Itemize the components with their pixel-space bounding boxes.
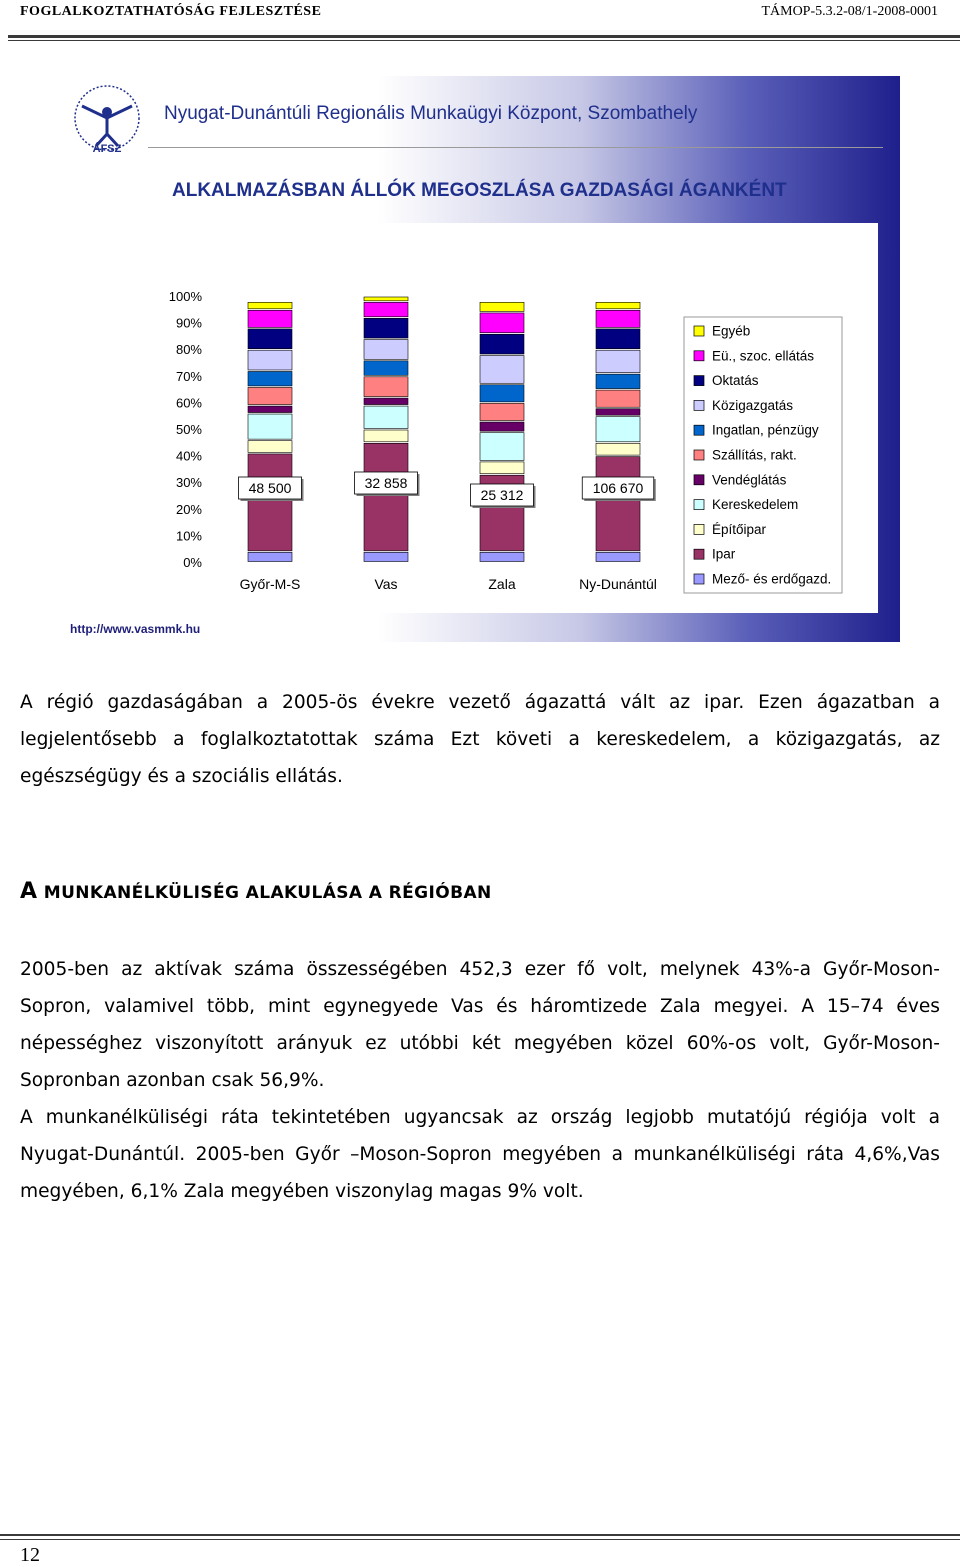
bar-segment: [596, 457, 640, 551]
total-label: 25 312: [480, 487, 524, 503]
paragraph-unemployment-rate: A munkanélküliségi ráta tekintetében ugyancsak az ország legjobb mutatójú régiója volt a Nyugat-Dunántúl. 2005-ben Győr –Moson-Sopron megyében a munkanélküliségi ráta 4,6%,Vas megyében, 6,1% Zala megyében viszonylag magas 9% volt.: [20, 1107, 940, 1202]
legend-label: Eü., szoc. ellátás: [712, 348, 815, 364]
legend-swatch: [694, 326, 704, 336]
section-heading-initial: A: [20, 879, 38, 904]
y-tick-label: 0%: [183, 555, 202, 570]
y-tick-label: 100%: [168, 289, 202, 304]
org-title: Nyugat-Dunántúli Regionális Munkaügyi Központ, Szombathely: [164, 103, 698, 124]
legend-swatch: [694, 400, 704, 410]
bar-segment: [364, 297, 408, 301]
legend-label: Egyéb: [712, 323, 751, 339]
legend-label: Vendéglátás: [712, 472, 787, 488]
bar-segment: [480, 385, 524, 402]
bar-segment: [480, 302, 524, 311]
bar-segment: [596, 350, 640, 372]
bar-segment: [248, 552, 292, 561]
page-header: [0, 0, 960, 40]
bar-segment: [480, 552, 524, 561]
bar-segment: [480, 433, 524, 461]
bar-segment: [596, 443, 640, 455]
section-heading-rest: MUNKANÉLKÜLISÉG ALAKULÁSA A RÉGIÓBAN: [37, 883, 492, 903]
y-tick-label: 30%: [175, 475, 202, 491]
total-label: 106 670: [592, 480, 644, 496]
legend-swatch: [694, 574, 704, 584]
header-rule: [8, 35, 960, 38]
footer-rule: [0, 1534, 960, 1536]
chart-panel: [144, 223, 878, 613]
logo-text: ÁFSZ: [92, 143, 122, 154]
x-tick-label: Ny-Dunántúl: [579, 576, 657, 592]
source-url[interactable]: http://www.vasmmk.hu: [70, 622, 201, 636]
bar-segment: [596, 310, 640, 327]
bar-segment: [364, 361, 408, 375]
header-project-code: TÁMOP-5.3.2-08/1-2008-0001: [761, 4, 938, 19]
header-rule-thin: [8, 40, 960, 41]
bar-segment: [480, 422, 524, 431]
legend-swatch: [694, 450, 704, 460]
bar-segment: [248, 310, 292, 327]
bar-segment: [364, 443, 408, 551]
bar-segment: [248, 387, 292, 404]
bar-segment: [248, 406, 292, 412]
bar-segment: [596, 390, 640, 407]
bar-segment: [596, 417, 640, 442]
y-tick-label: 50%: [175, 422, 202, 437]
section-heading: [20, 879, 492, 904]
y-tick-label: 40%: [175, 448, 202, 464]
bar-segment: [596, 329, 640, 349]
bar-segment: [248, 329, 292, 349]
bar-segment: [596, 409, 640, 415]
bar-segment: [364, 340, 408, 360]
total-label: 32 858: [364, 475, 408, 491]
bar-segment: [480, 313, 524, 333]
legend-swatch: [694, 376, 704, 386]
bar-segment: [480, 334, 524, 354]
legend-label: Ipar: [712, 546, 736, 562]
stacked-bar-chart: [144, 223, 878, 613]
slide-figure: [58, 76, 900, 642]
y-tick-label: 60%: [175, 395, 202, 411]
bar-segment: [364, 430, 408, 442]
bar-segment: [364, 318, 408, 338]
header-left-title: FOGLALKOZTATHATÓSÁG FEJLESZTÉSE: [20, 4, 322, 19]
bar-segment: [364, 406, 408, 428]
bar-segment: [364, 302, 408, 316]
bar-segment: [480, 356, 524, 384]
y-tick-label: 10%: [175, 528, 202, 544]
bar-segment: [596, 302, 640, 308]
bar-segment: [248, 414, 292, 439]
legend-label: Közigazgatás: [712, 397, 794, 413]
y-tick-label: 90%: [175, 315, 202, 331]
paragraph-industry: A régió gazdaságában a 2005-ös évekre vezető ágazattá vált az ipar. Ezen ágazatban a legjelentősebb a foglalkoztatottak száma Ezt követi a kereskedelem, a közigazgatás, az egészségügy és a szociális ellátás.: [20, 692, 940, 787]
paragraph-active-population: 2005-ben az aktívak száma összességében 452,3 ezer fő volt, melynek 43%-a Győr-Moson-Sopron, valamivel több, mint egynegyede Vas és háromtizede Zala megyei. A 15–74 éves népességhez viszonyított arányuk ez utóbbi két megyében közel 60%-os volt, Győr-Moson-Sopronban azonban csak 56,9%.: [20, 959, 940, 1091]
legend-label: Oktatás: [712, 373, 759, 389]
slide-separator: [148, 147, 883, 148]
x-tick-label: Vas: [374, 576, 398, 592]
legend-swatch: [694, 500, 704, 510]
bar-segment: [480, 462, 524, 474]
bar-segment: [596, 374, 640, 388]
total-label: 48 500: [248, 480, 292, 496]
bar-segment: [364, 552, 408, 561]
legend-swatch: [694, 549, 704, 559]
bar-segment: [248, 371, 292, 385]
legend-label: Mező- és erdőgazd.: [712, 571, 832, 587]
legend-swatch: [694, 351, 704, 361]
x-tick-label: Győr-M-S: [239, 576, 301, 592]
y-tick-label: 80%: [175, 342, 202, 358]
legend-swatch: [694, 425, 704, 435]
bar-segment: [248, 302, 292, 308]
y-tick-label: 20%: [175, 501, 202, 517]
bar-segment: [248, 441, 292, 453]
bar-segment: [480, 403, 524, 420]
legend-label: Szállítás, rakt.: [712, 447, 797, 463]
legend-label: Ingatlan, pénzügy: [712, 422, 819, 438]
chart-title: ALKALMAZÁSBAN ÁLLÓK MEGOSZLÁSA GAZDASÁGI ÁGANKÉNT: [172, 180, 787, 201]
bar-segment: [364, 398, 408, 404]
bar-segment: [248, 350, 292, 370]
y-tick-label: 70%: [175, 368, 202, 384]
legend-swatch: [694, 524, 704, 534]
bar-segment: [596, 552, 640, 561]
page-number: 12: [20, 1544, 40, 1566]
legend-label: Építőipar: [712, 521, 767, 537]
x-tick-label: Zala: [488, 576, 516, 592]
afsz-logo: [62, 82, 152, 154]
bar-segment: [248, 454, 292, 551]
footer-rule-thin: [0, 1539, 960, 1540]
legend-swatch: [694, 475, 704, 485]
bar-segment: [364, 377, 408, 397]
legend-label: Kereskedelem: [712, 497, 799, 513]
